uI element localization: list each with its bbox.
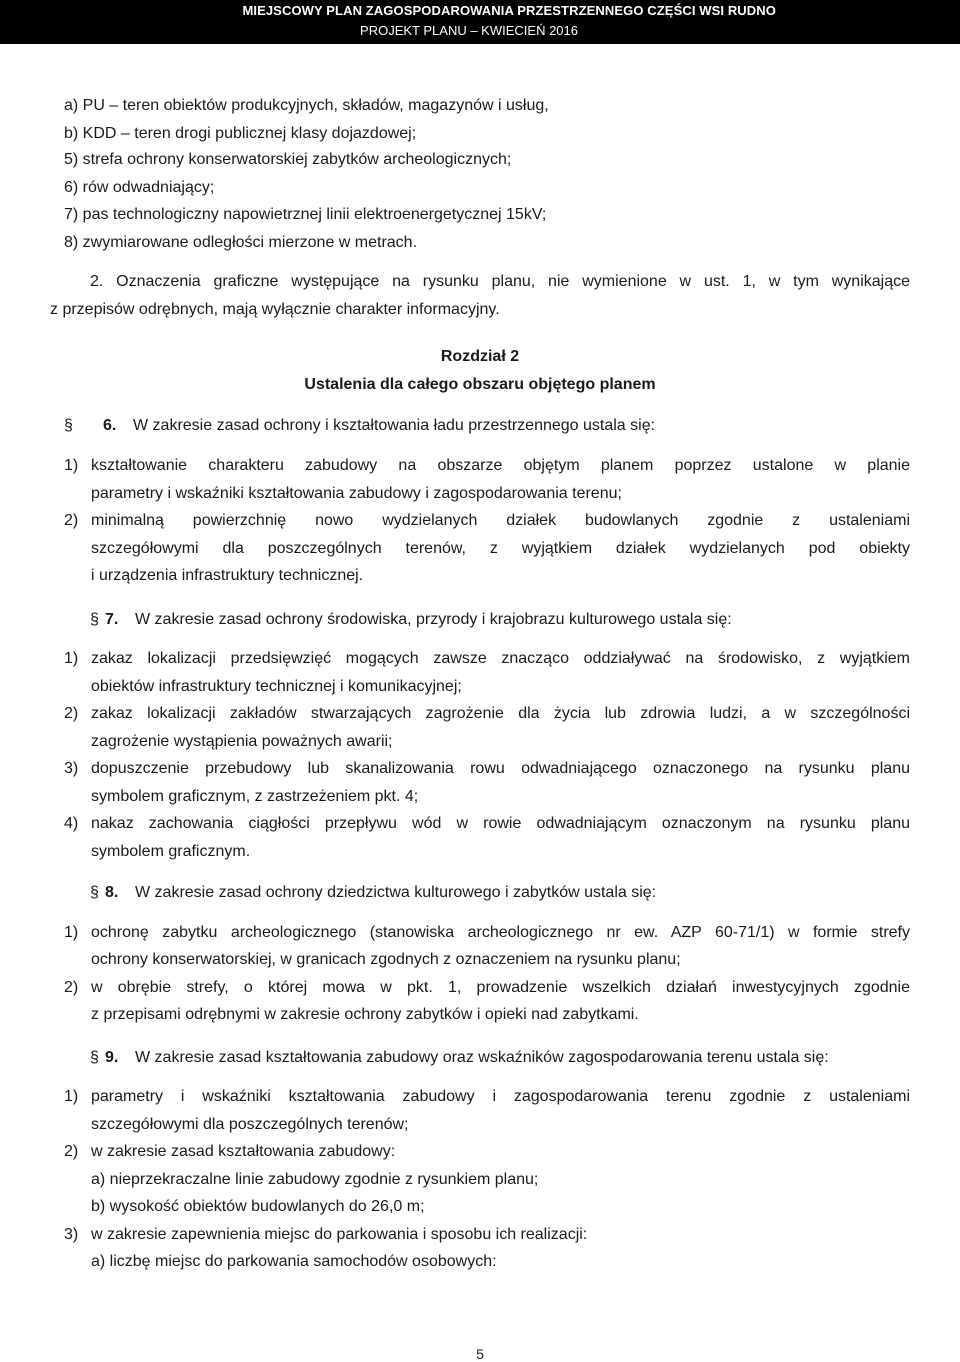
item-line: obiektów infrastruktury technicznej i komunikacyjnej; [91,678,462,695]
item-line: w zakresie zapewnienia miejsc do parkowania i sposobu ich realizacji: [91,1226,588,1243]
paragraph-line: z przepisów odrębnych, mają wyłącznie charakter informacyjny. [50,301,500,318]
item-line: szczegółowymi dla poszczególnych terenów; [91,1116,409,1133]
sub-item: a) liczbę miejsc do parkowania samochodów osobowych: [91,1253,497,1270]
item-number: 1) [64,1088,79,1105]
item-line: ochrony konserwatorskiej, w granicach zgodnych z oznaczeniem na rysunku planu; [91,951,681,968]
item-line: ochronę zabytku archeologicznego (stanowiska archeologicznego nr ew. AZP 60-71/1) w formie strefy [91,924,910,941]
sub-item: a) nieprzekraczalne linie zabudowy zgodnie z rysunkiem planu; [91,1171,539,1188]
item-line: w zakresie zasad kształtowania zabudowy: [91,1143,396,1160]
paragraph-intro: W zakresie zasad ochrony i kształtowania ładu przestrzennego ustala się: [133,417,656,434]
paragraph-number: 6. [103,417,117,434]
item-line: symbolem graficznym, z zastrzeżeniem pkt. 4; [91,788,419,805]
list-item: b) KDD – teren drogi publicznej klasy dojazdowej; [64,125,417,142]
item-number: 3) [64,760,79,777]
item-line: zagrożenie wystąpienia poważnych awarii; [91,733,393,750]
chapter-number: Rozdział 2 [440,348,520,365]
section-sign: § [90,884,99,901]
list-item: 6) rów odwadniający; [64,179,215,196]
item-number: 2) [64,1143,79,1160]
item-number: 3) [64,1226,79,1243]
item-line: minimalną powierzchnię nowo wydzielanych działek budowlanych zgodnie z ustaleniami [91,512,910,529]
item-line: nakaz zachowania ciągłości przepływu wód w rowie odwadniającym oznaczonym na rysunku planu [91,815,910,832]
item-number: 1) [64,650,79,667]
paragraph-intro: W zakresie zasad kształtowania zabudowy oraz wskaźników zagospodarowania terenu ustala się: [135,1049,829,1066]
header-title: MIEJSCOWY PLAN ZAGOSPODAROWANIA PRZESTRZENNEGO CZĘŚCI WSI RUDNO [242,3,776,18]
item-number: 2) [64,512,79,529]
item-number: 1) [64,457,79,474]
section-sign: § [90,611,99,628]
item-number: 2) [64,705,79,722]
item-line: szczegółowymi dla poszczególnych terenów, z wyjątkiem działek wydzielanych pod obiekty [91,540,910,557]
page-number: 5 [476,1346,484,1362]
list-item: 5) strefa ochrony konserwatorskiej zabytków archeologicznych; [64,151,512,168]
item-line: z przepisami odrębnymi w zakresie ochrony zabytków i opieki nad zabytkami. [91,1006,639,1023]
paragraph-line: 2. Oznaczenia graficzne występujące na rysunku planu, nie wymienione w ust. 1, w tym wynikające [90,273,910,290]
paragraph-intro: W zakresie zasad ochrony dziedzictwa kulturowego i zabytków ustala się: [135,884,657,901]
paragraph-number: 7. [105,611,119,628]
item-number: 4) [64,815,79,832]
section-sign: § [90,1049,99,1066]
item-line: zakaz lokalizacji zakładów stwarzających zagrożenie dla życia lub zdrowia ludzi, a w szczególności [91,705,910,722]
paragraph-number: 9. [105,1049,119,1066]
item-line: zakaz lokalizacji przedsięwzięć mogących zawsze znacząco oddziaływać na środowisko, z wyjątkiem [91,650,910,667]
sub-item: b) wysokość obiektów budowlanych do 26,0 m; [91,1198,425,1215]
item-line: parametry i wskaźniki kształtowania zabudowy i zagospodarowania terenu; [91,485,622,502]
item-line: parametry i wskaźniki kształtowania zabudowy i zagospodarowania terenu zgodnie z ustaleniami [91,1088,910,1105]
paragraph-number: 8. [105,884,119,901]
list-item: a) PU – teren obiektów produkcyjnych, składów, magazynów i usług, [64,97,549,114]
item-line: w obrębie strefy, o której mowa w pkt. 1, prowadzenie wszelkich działań inwestycyjnych zgodnie [91,979,910,996]
item-number: 1) [64,924,79,941]
list-item: 8) zwymiarowane odległości mierzone w metrach. [64,234,418,251]
list-item: 7) pas technologiczny napowietrznej linii elektroenergetycznej 15kV; [64,206,547,223]
item-line: symbolem graficznym. [91,843,251,860]
item-number: 2) [64,979,79,996]
header-subtitle: PROJEKT PLANU – KWIECIEŃ 2016 [360,23,578,38]
item-line: i urządzenia infrastruktury technicznej. [91,567,364,584]
document-header [0,0,960,44]
item-line: kształtowanie charakteru zabudowy na obszarze objętym planem poprzez ustalone w planie [91,457,910,474]
paragraph-intro: W zakresie zasad ochrony środowiska, przyrody i krajobrazu kulturowego ustala się: [135,611,732,628]
chapter-title: Ustalenia dla całego obszaru objętego planem [304,376,656,393]
section-sign: § [64,417,73,434]
item-line: dopuszczenie przebudowy lub skanalizowania rowu odwadniającego oznaczonego na rysunku planu [91,760,910,777]
